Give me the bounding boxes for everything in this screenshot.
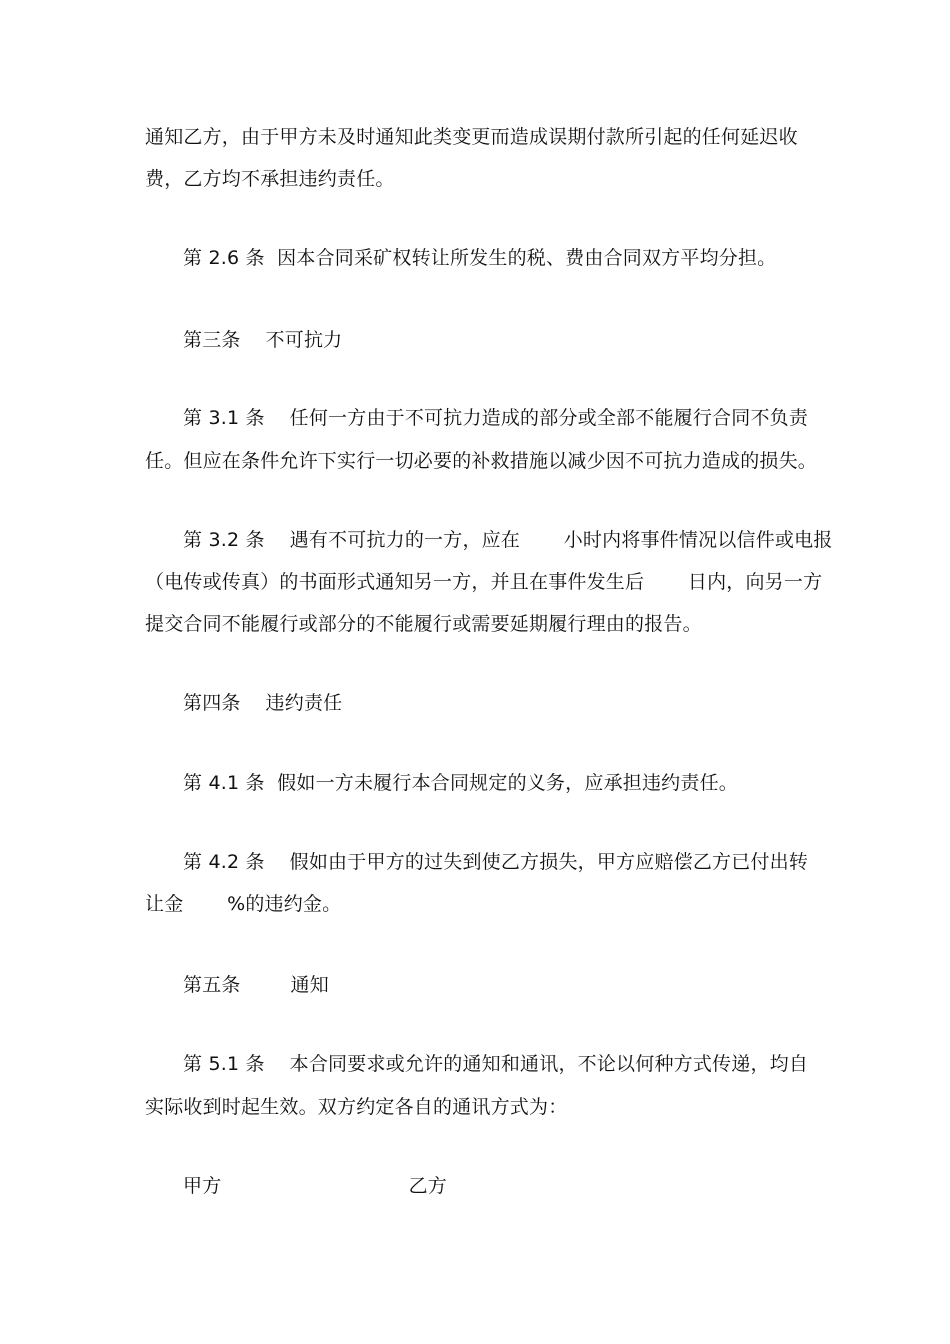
article-5-heading: 第五条 通知 — [183, 974, 329, 996]
clause-3-2: 第 3.2 条 遇有不可抗力的一方，应在 小时内将事件情况以信件或电报 — [183, 529, 833, 551]
text-line: 费，乙方均不承担违约责任。 — [145, 168, 395, 190]
article-4-heading: 第四条 违约责任 — [183, 692, 343, 714]
text-line: 通知乙方，由于甲方未及时通知此类变更而造成误期付款所引起的任何延迟收 — [145, 126, 798, 148]
text-line: （电传或传真）的书面形式通知另一方，并且在事件发生后 日内，向另一方 — [145, 571, 823, 593]
text-line: 提交合同不能履行或部分的不能履行或需要延期履行理由的报告。 — [145, 613, 702, 635]
clause-5-1: 第 5.1 条 本合同要求或允许的通知和通讯，不论以何种方式传递，均自 — [183, 1053, 809, 1075]
text-line: 任。但应在条件允许下实行一切必要的补救措施以减少因不可抗力造成的损失。 — [145, 450, 818, 472]
clause-3-1: 第 3.1 条 任何一方由于不可抗力造成的部分或全部不能履行合同不负责 — [183, 407, 809, 429]
clause-2-6: 第 2.6 条 因本合同采矿权转让所发生的税、费由合同双方平均分担。 — [183, 247, 777, 269]
article-3-heading: 第三条 不可抗力 — [183, 329, 343, 351]
text-line: 让金 %的违约金。 — [145, 893, 342, 915]
clause-4-2: 第 4.2 条 假如由于甲方的过失到使乙方损失，甲方应赔偿乙方已付出转 — [183, 851, 809, 873]
clause-4-1: 第 4.1 条 假如一方未履行本合同规定的义务，应承担违约责任。 — [183, 772, 738, 794]
text-line: 实际收到时起生效。双方约定各自的通讯方式为： — [145, 1096, 568, 1118]
parties-line: 甲方 乙方 — [183, 1175, 447, 1197]
